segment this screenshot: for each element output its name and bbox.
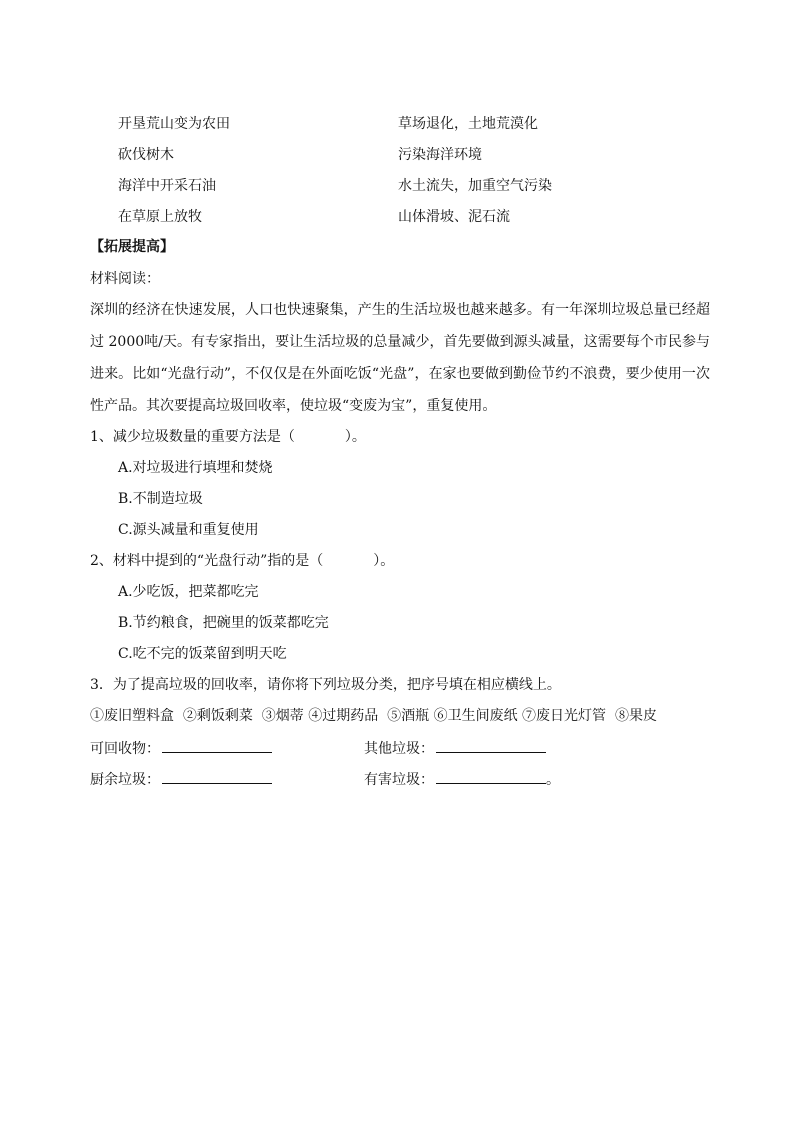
kitchen-label: 厨余垃圾： [90,772,160,788]
hazardous-label: 有害垃圾： [364,772,434,788]
hazardous-blank[interactable] [436,769,546,784]
recyclable-blank[interactable] [162,738,272,753]
match-right-3: 水土流失，加重空气污染 [398,178,552,194]
q2-stem-before: 2、材料中提到的“光盘行动”指的是（ [90,553,324,569]
question-3-stem: 3．为了提高垃圾的回收率，请你将下列垃圾分类，把序号填在相应横线上。 [90,677,561,693]
question-1-stem [90,427,366,447]
material-label: 材料阅读： [90,271,160,287]
q1-option-b: B.不制造垃圾 [118,491,203,507]
question-2-stem [90,551,394,571]
q1-option-c: C.源头减量和重复使用 [118,522,259,538]
match-left-3: 海洋中开采石油 [118,178,216,194]
q1-stem-after: ）。 [344,429,366,445]
q2-stem-after: ）。 [373,553,395,569]
q2-option-a: A.少吃饭，把菜都吃完 [118,584,259,600]
match-right-4: 山体滑坡、泥石流 [398,209,510,225]
other-label: 其他垃圾： [364,741,434,757]
match-right-1: 草场退化，土地荒漠化 [398,116,538,132]
recyclable-label: 可回收物： [90,741,160,757]
q3-items-list: ①废旧塑料盒 ②剩饭剩菜 ③烟蒂 ④过期药品 ⑤酒瓶 ⑥卫生间废纸 ⑦废日光灯管 ⑧果皮 [90,708,657,724]
match-left-2: 砍伐树木 [118,147,174,163]
q2-option-b: B.节约粮食，把碗里的饭菜都吃完 [118,615,329,631]
q2-option-c: C.吃不完的饭菜留到明天吃 [118,646,287,662]
match-left-4: 在草原上放牧 [118,209,202,225]
kitchen-blank[interactable] [162,769,272,784]
hazardous-row [364,769,560,790]
other-row [364,738,546,759]
q1-stem-before: 1、减少垃圾数量的重要方法是（ [90,429,295,445]
recyclable-row [90,738,272,759]
section-heading: 【拓展提高】 [90,239,174,255]
kitchen-row [90,769,272,790]
q1-option-a: A.对垃圾进行填埋和焚烧 [118,460,273,476]
match-left-1: 开垦荒山变为农田 [118,116,230,132]
other-blank[interactable] [436,738,546,753]
material-paragraph: 深圳的经济在快速发展，人口也快速聚集，产生的生活垃圾也越来越多。有一年深圳垃圾总量已经超过 2000吨/天。有专家指出，要让生活垃圾的总量减少，首先要做到源头减量，这需要每个市民参与进来。比如“光盘行动”，不仅仅是在外面吃饭“光盘”，在家也要做到勤俭节约不浪费，要少使用一次性产品。其次要提高垃圾回收率，使垃圾“变废为宝”，重复使用。 [90,302,710,414]
end-mark: 。 [546,772,560,788]
match-right-2: 污染海洋环境 [398,147,482,163]
